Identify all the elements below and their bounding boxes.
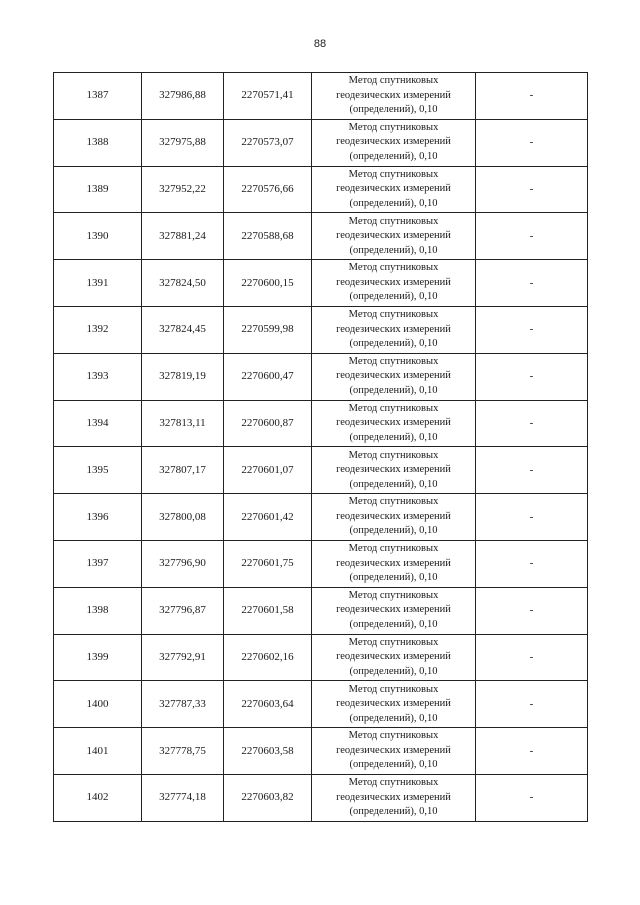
table-row xyxy=(54,634,588,681)
method-accuracy-text: Метод спутниковых геодезических измерений (определений), 0,10 xyxy=(336,683,451,724)
point-number-cell: 1393 xyxy=(54,353,142,400)
method-accuracy-text: Метод спутниковых геодезических измерений (определений), 0,10 xyxy=(336,355,451,396)
method-accuracy-text: Метод спутниковых геодезических измерений (определений), 0,10 xyxy=(336,75,451,116)
y-coordinate-cell: 2270588,68 xyxy=(224,213,312,260)
method-accuracy-text: Метод спутниковых геодезических измерений (определений), 0,10 xyxy=(336,121,451,162)
method-accuracy-text: Метод спутниковых геодезических измерений (определений), 0,10 xyxy=(336,543,451,584)
x-coordinate-cell: 327952,22 xyxy=(142,166,224,213)
note-cell: - xyxy=(476,353,588,400)
x-coordinate-cell: 327807,17 xyxy=(142,447,224,494)
method-accuracy-cell xyxy=(312,213,476,260)
note-cell: - xyxy=(476,400,588,447)
method-accuracy-cell xyxy=(312,634,476,681)
method-accuracy-text: Метод спутниковых геодезических измерений (определений), 0,10 xyxy=(336,730,451,771)
point-number-cell: 1400 xyxy=(54,681,142,728)
method-accuracy-cell xyxy=(312,400,476,447)
point-number-cell: 1402 xyxy=(54,774,142,821)
note-cell: - xyxy=(476,166,588,213)
point-number-cell: 1395 xyxy=(54,447,142,494)
method-accuracy-cell xyxy=(312,447,476,494)
point-number-cell: 1388 xyxy=(54,119,142,166)
method-accuracy-text: Метод спутниковых геодезических измерений (определений), 0,10 xyxy=(336,636,451,677)
note-cell: - xyxy=(476,260,588,307)
table-row xyxy=(54,447,588,494)
method-accuracy-text: Метод спутниковых геодезических измерений (определений), 0,10 xyxy=(336,496,451,537)
method-accuracy-text: Метод спутниковых геодезических измерений (определений), 0,10 xyxy=(336,309,451,350)
x-coordinate-cell: 327986,88 xyxy=(142,73,224,120)
table-row xyxy=(54,353,588,400)
y-coordinate-cell: 2270601,42 xyxy=(224,494,312,541)
table-row xyxy=(54,728,588,775)
x-coordinate-cell: 327800,08 xyxy=(142,494,224,541)
point-number-cell: 1397 xyxy=(54,540,142,587)
point-number-cell: 1387 xyxy=(54,73,142,120)
method-accuracy-cell xyxy=(312,353,476,400)
x-coordinate-cell: 327796,90 xyxy=(142,540,224,587)
table-row xyxy=(54,400,588,447)
note-cell: - xyxy=(476,634,588,681)
point-number-cell: 1391 xyxy=(54,260,142,307)
point-number-cell: 1394 xyxy=(54,400,142,447)
note-cell: - xyxy=(476,73,588,120)
point-number-cell: 1396 xyxy=(54,494,142,541)
y-coordinate-cell: 2270602,16 xyxy=(224,634,312,681)
note-cell: - xyxy=(476,728,588,775)
point-number-cell: 1390 xyxy=(54,213,142,260)
point-number-cell: 1398 xyxy=(54,587,142,634)
note-cell: - xyxy=(476,213,588,260)
note-cell: - xyxy=(476,681,588,728)
method-accuracy-cell xyxy=(312,260,476,307)
method-accuracy-text: Метод спутниковых геодезических измерений (определений), 0,10 xyxy=(336,589,451,630)
y-coordinate-cell: 2270599,98 xyxy=(224,306,312,353)
method-accuracy-text: Метод спутниковых геодезических измерений (определений), 0,10 xyxy=(336,402,451,443)
method-accuracy-text: Метод спутниковых геодезических измерений (определений), 0,10 xyxy=(336,262,451,303)
method-accuracy-text: Метод спутниковых геодезических измерений (определений), 0,10 xyxy=(336,777,451,818)
note-cell: - xyxy=(476,774,588,821)
table-row xyxy=(54,774,588,821)
x-coordinate-cell: 327774,18 xyxy=(142,774,224,821)
point-number-cell: 1389 xyxy=(54,166,142,213)
table-row xyxy=(54,260,588,307)
x-coordinate-cell: 327813,11 xyxy=(142,400,224,447)
method-accuracy-text: Метод спутниковых геодезических измерений (определений), 0,10 xyxy=(336,168,451,209)
method-accuracy-cell xyxy=(312,494,476,541)
method-accuracy-cell xyxy=(312,119,476,166)
y-coordinate-cell: 2270601,58 xyxy=(224,587,312,634)
method-accuracy-cell xyxy=(312,587,476,634)
method-accuracy-cell xyxy=(312,540,476,587)
x-coordinate-cell: 327975,88 xyxy=(142,119,224,166)
table-row xyxy=(54,681,588,728)
y-coordinate-cell: 2270600,47 xyxy=(224,353,312,400)
x-coordinate-cell: 327819,19 xyxy=(142,353,224,400)
y-coordinate-cell: 2270571,41 xyxy=(224,73,312,120)
point-number-cell: 1399 xyxy=(54,634,142,681)
x-coordinate-cell: 327778,75 xyxy=(142,728,224,775)
note-cell: - xyxy=(476,119,588,166)
y-coordinate-cell: 2270603,64 xyxy=(224,681,312,728)
x-coordinate-cell: 327787,33 xyxy=(142,681,224,728)
method-accuracy-cell xyxy=(312,774,476,821)
note-cell: - xyxy=(476,306,588,353)
method-accuracy-cell xyxy=(312,728,476,775)
note-cell: - xyxy=(476,540,588,587)
point-number-cell: 1401 xyxy=(54,728,142,775)
table-row xyxy=(54,540,588,587)
x-coordinate-cell: 327796,87 xyxy=(142,587,224,634)
y-coordinate-cell: 2270573,07 xyxy=(224,119,312,166)
note-cell: - xyxy=(476,447,588,494)
method-accuracy-cell xyxy=(312,681,476,728)
x-coordinate-cell: 327881,24 xyxy=(142,213,224,260)
y-coordinate-cell: 2270600,87 xyxy=(224,400,312,447)
table-row xyxy=(54,494,588,541)
y-coordinate-cell: 2270601,75 xyxy=(224,540,312,587)
x-coordinate-cell: 327824,50 xyxy=(142,260,224,307)
method-accuracy-cell xyxy=(312,73,476,120)
y-coordinate-cell: 2270600,15 xyxy=(224,260,312,307)
point-number-cell: 1392 xyxy=(54,306,142,353)
table-row xyxy=(54,306,588,353)
y-coordinate-cell: 2270603,82 xyxy=(224,774,312,821)
coordinates-table-body xyxy=(54,73,588,822)
x-coordinate-cell: 327824,45 xyxy=(142,306,224,353)
y-coordinate-cell: 2270576,66 xyxy=(224,166,312,213)
note-cell: - xyxy=(476,494,588,541)
method-accuracy-text: Метод спутниковых геодезических измерений (определений), 0,10 xyxy=(336,215,451,256)
page-number: 88 xyxy=(313,38,327,50)
table-row xyxy=(54,213,588,260)
x-coordinate-cell: 327792,91 xyxy=(142,634,224,681)
note-cell: - xyxy=(476,587,588,634)
y-coordinate-cell: 2270603,58 xyxy=(224,728,312,775)
coordinates-table xyxy=(53,72,588,822)
method-accuracy-cell xyxy=(312,166,476,213)
table-row xyxy=(54,119,588,166)
method-accuracy-cell xyxy=(312,306,476,353)
y-coordinate-cell: 2270601,07 xyxy=(224,447,312,494)
table-row xyxy=(54,166,588,213)
table-row xyxy=(54,587,588,634)
method-accuracy-text: Метод спутниковых геодезических измерений (определений), 0,10 xyxy=(336,449,451,490)
table-row xyxy=(54,73,588,120)
